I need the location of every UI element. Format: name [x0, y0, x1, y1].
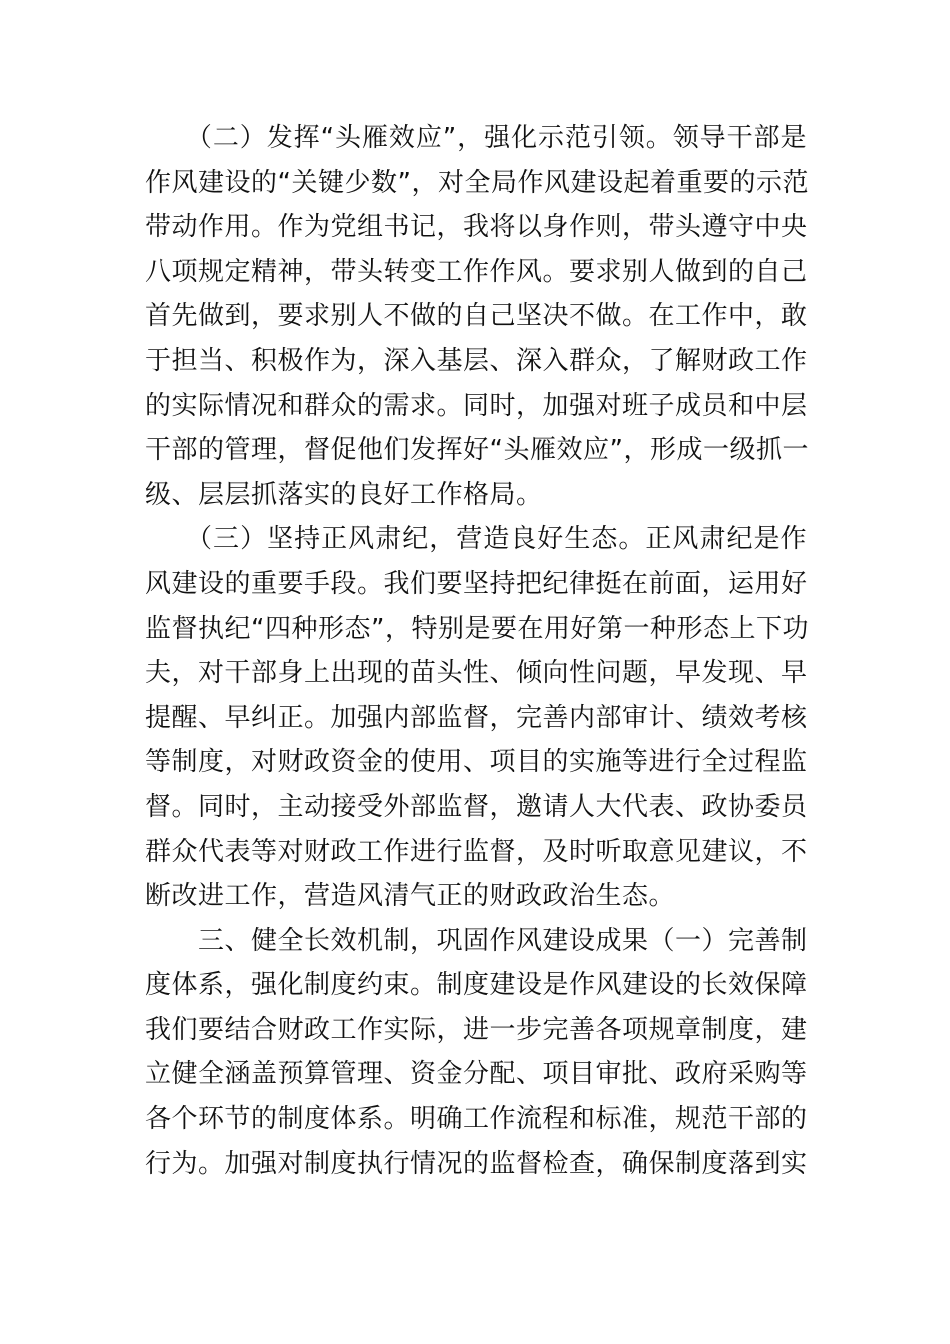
text-line: 等制度，对财政资金的使用、项目的实施等进行全过程监 — [145, 747, 808, 778]
text-line: 三、健全长效机制，巩固作风建设成果（一）完善制 — [145, 925, 808, 956]
text-line: 作风建设的“关键少数”，对全局作风建设起着重要的示范 — [145, 167, 809, 198]
text-line: 于担当、积极作为，深入基层、深入群众，了解财政工作 — [145, 345, 808, 376]
text-line: 立健全涵盖预算管理、资金分配、项目审批、政府采购等 — [145, 1059, 808, 1090]
body-text — [145, 116, 807, 1186]
text-line: 级、层层抓落实的良好工作格局。 — [145, 479, 543, 510]
text-line: 断改进工作，营造风清气正的财政政治生态。 — [145, 881, 676, 912]
text-line: 度体系，强化制度约束。制度建设是作风建设的长效保障 — [145, 970, 808, 1001]
text-line: 夫，对干部身上出现的苗头性、倾向性问题，早发现、早 — [145, 658, 808, 689]
text-line: 群众代表等对财政工作进行监督，及时听取意见建议，不 — [145, 836, 808, 867]
text-line: 风建设的重要手段。我们要坚持把纪律挺在前面，运用好 — [145, 568, 808, 599]
text-line: （二）发挥“头雁效应”，强化示范引领。领导干部是 — [145, 123, 807, 153]
text-line: 监督执纪“四种形态”，特别是要在用好第一种形态上下功 — [145, 613, 809, 644]
text-line: 提醒、早纠正。加强内部监督，完善内部审计、绩效考核 — [145, 702, 808, 733]
text-line: 督。同时，主动接受外部监督，邀请人大代表、政协委员 — [145, 791, 808, 822]
text-line: 的实际情况和群众的需求。同时，加强对班子成员和中层 — [145, 390, 808, 421]
text-line: 干部的管理，督促他们发挥好“头雁效应”，形成一级抓一 — [145, 435, 809, 466]
text-line: 我们要结合财政工作实际，进一步完善各项规章制度，建 — [145, 1014, 808, 1045]
text-line: 行为。加强对制度执行情况的监督检查，确保制度落到实 — [145, 1148, 808, 1179]
text-line: 八项规定精神，带头转变工作作风。要求别人做到的自己 — [145, 256, 808, 287]
text-line: （三）坚持正风肃纪，营造良好生态。正风肃纪是作 — [145, 524, 807, 555]
text-line: 首先做到，要求别人不做的自己坚决不做。在工作中，敢 — [145, 301, 808, 332]
text-line: 带动作用。作为党组书记，我将以身作则，带头遵守中央 — [145, 212, 808, 243]
text-line: 各个环节的制度体系。明确工作流程和标准，规范干部的 — [145, 1104, 808, 1135]
